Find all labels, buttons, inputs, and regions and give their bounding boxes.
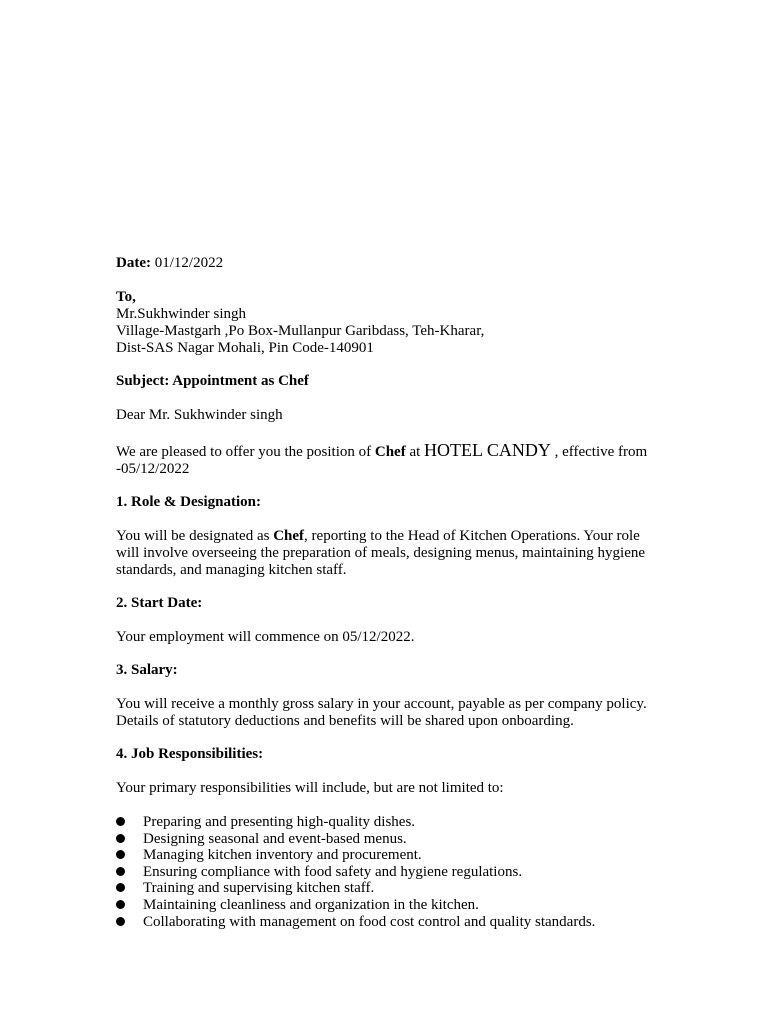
- subject-text: Subject: Appointment as Chef: [116, 373, 309, 389]
- list-item-text: Maintaining cleanliness and organization in the kitchen.: [143, 896, 479, 913]
- start-date-body: Your employment will commence on 05/12/2022.: [116, 629, 415, 645]
- bullet-icon: [116, 900, 125, 909]
- date-value: 01/12/2022: [154, 255, 224, 271]
- hotel-name: HOTEL CANDY: [424, 440, 551, 460]
- list-item: [116, 864, 656, 881]
- responsibilities-list: [116, 814, 656, 930]
- salutation: Dear Mr. Sukhwinder singh: [116, 407, 283, 423]
- recipient-address: [116, 289, 656, 357]
- role-bold: Chef: [273, 528, 305, 544]
- date-label: Date:: [116, 255, 151, 271]
- list-item-text: Training and supervising kitchen staff.: [143, 880, 375, 897]
- address-line-1: Village-Mastgarh ,Po Box-Mullanpur Garibdass, Teh-Kharar,: [116, 323, 485, 339]
- list-item: [116, 897, 656, 914]
- intro-paragraph: [116, 442, 656, 478]
- intro-position: Chef: [374, 444, 406, 460]
- intro-part3: , effective from -05/12/2022: [116, 444, 648, 477]
- bullet-icon: [116, 850, 125, 859]
- salary-heading: 3. Salary:: [116, 662, 178, 678]
- list-item: [116, 814, 656, 831]
- responsibilities-intro: Your primary responsibilities will include, but are not limited to:: [116, 780, 504, 796]
- role-part1: You will be designated as: [116, 528, 274, 544]
- subject-line: [116, 373, 656, 390]
- list-item-text: Ensuring compliance with food safety and hygiene regulations.: [143, 863, 523, 880]
- letter-date: [116, 255, 656, 272]
- list-item: [116, 914, 656, 931]
- list-item: [116, 847, 656, 864]
- bullet-icon: [116, 917, 125, 926]
- intro-part1: We are pleased to offer you the position of: [116, 444, 375, 460]
- to-label: [116, 289, 656, 306]
- responsibilities-heading: 4. Job Responsibilities:: [116, 746, 264, 762]
- bullet-icon: [116, 834, 125, 843]
- list-item: [116, 831, 656, 848]
- list-item: [116, 880, 656, 897]
- to-label-text: To,: [116, 289, 136, 305]
- list-item-text: Designing seasonal and event-based menus.: [143, 830, 407, 847]
- list-item-text: Managing kitchen inventory and procurement.: [143, 847, 422, 864]
- intro-part2: at: [405, 444, 425, 460]
- salary-body: You will receive a monthly gross salary in your account, payable as per company policy. Details of statutory deductions and benefits will be shared upon onboarding.: [116, 696, 647, 729]
- letter-body: [116, 255, 656, 930]
- list-item-text: Collaborating with management on food cost control and quality standards.: [143, 913, 596, 930]
- bullet-icon: [116, 883, 125, 892]
- list-item-text: Preparing and presenting high-quality dishes.: [143, 814, 416, 830]
- role-body: [116, 528, 656, 579]
- start-date-heading: 2. Start Date:: [116, 595, 203, 611]
- role-part2: , reporting to the Head of Kitchen Operations. Your role will involve overseeing the preparation of meals, designing menus, maintaining hygiene standards, and managing kitchen staff.: [116, 528, 646, 578]
- bullet-icon: [116, 867, 125, 876]
- bullet-icon: [116, 817, 125, 826]
- address-line-2: Dist-SAS Nagar Mohali, Pin Code-140901: [116, 340, 374, 356]
- role-heading: 1. Role & Designation:: [116, 494, 261, 510]
- recipient-name: Mr.Sukhwinder singh: [116, 306, 247, 322]
